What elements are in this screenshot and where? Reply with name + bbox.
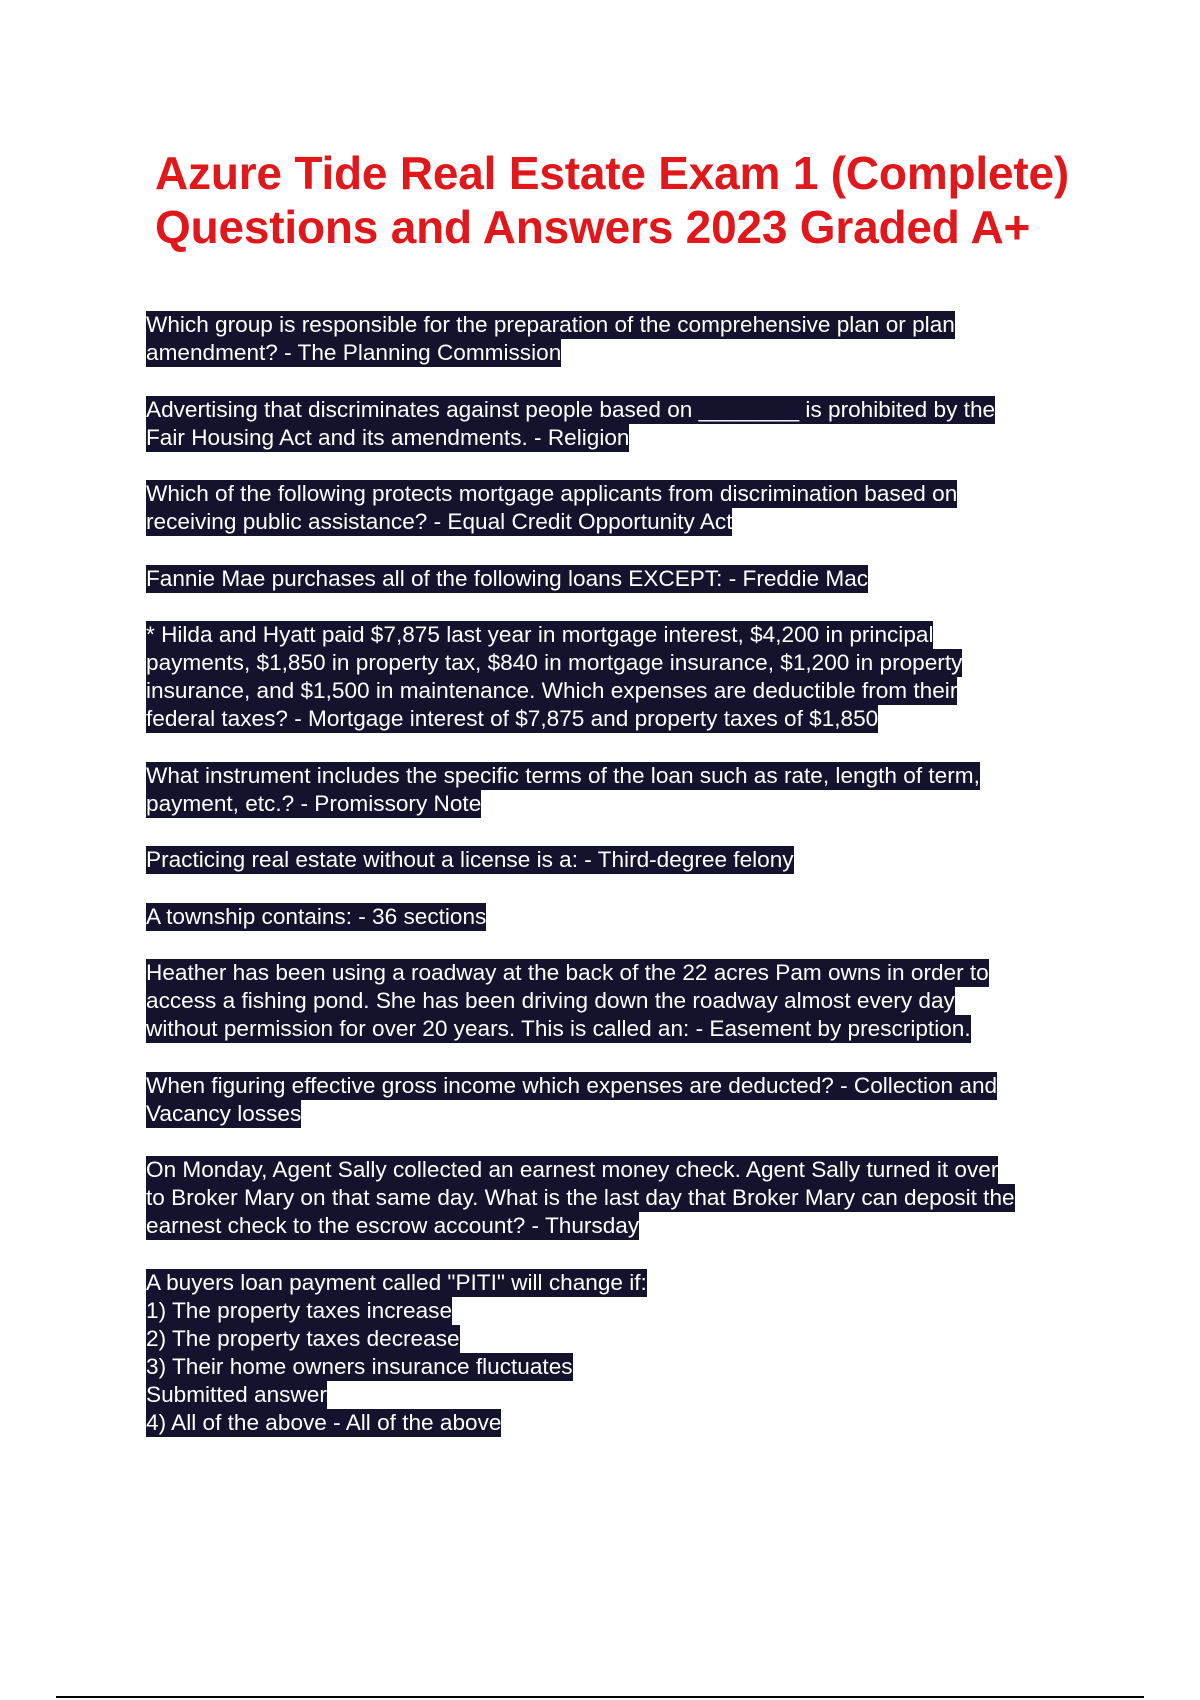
- qa-item: [146, 762, 1086, 818]
- qa-line: 1) The property taxes increase: [146, 1297, 453, 1323]
- qa-line: * Hilda and Hyatt paid $7,875 last year in mortgage interest, $4,200 in principal: [146, 622, 934, 647]
- qa-line: A buyers loan payment called "PITI" will change if:: [146, 1269, 647, 1295]
- qa-line: earnest check to the escrow account? - Thursday: [146, 1213, 640, 1238]
- qa-line: A township contains: - 36 sections: [146, 903, 487, 929]
- qa-item: [146, 903, 1086, 931]
- qa-item: [146, 1269, 1086, 1437]
- qa-line: amendment? - The Planning Commission: [146, 340, 562, 365]
- qa-line: When figuring effective gross income which expenses are deducted? - Collection and: [146, 1072, 998, 1098]
- qa-line: insurance, and $1,500 in maintenance. Which expenses are deductible from their: [146, 678, 958, 703]
- qa-line: payment, etc.? - Promissory Note: [146, 790, 482, 816]
- qa-line: 2) The property taxes decrease: [146, 1325, 460, 1351]
- qa-item: [146, 480, 1086, 536]
- qa-item: [146, 959, 1086, 1043]
- qa-line: to Broker Mary on that same day. What is the last day that Broker Mary can deposit the: [146, 1185, 1015, 1210]
- qa-item: [146, 1156, 1086, 1240]
- title-line: Questions and Answers 2023 Graded A+: [155, 201, 1031, 253]
- qa-line: Fair Housing Act and its amendments. - Religion: [146, 424, 630, 450]
- qa-item: [146, 311, 1086, 367]
- qa-item: [146, 1072, 1086, 1128]
- qa-line: Which group is responsible for the preparation of the comprehensive plan or plan: [146, 312, 955, 337]
- qa-item: [146, 621, 1086, 733]
- qa-line: Heather has been using a roadway at the back of the 22 acres Pam owns in order to: [146, 960, 989, 985]
- qa-line: Advertising that discriminates against people based on ________ is prohibited by the: [146, 396, 996, 422]
- title-line: Azure Tide Real Estate Exam 1 (Complete): [155, 147, 1069, 199]
- qa-item: [146, 846, 1086, 874]
- document-title: [155, 146, 1165, 254]
- qa-line: payments, $1,850 in property tax, $840 in mortgage insurance, $1,200 in property: [146, 650, 963, 675]
- footer-divider: [56, 1696, 1144, 1698]
- qa-line: 3) Their home owners insurance fluctuates: [146, 1353, 573, 1379]
- qa-line: without permission for over 20 years. This is called an: - Easement by prescription.: [146, 1016, 971, 1041]
- qa-item: [146, 396, 1086, 452]
- qa-line: Vacancy losses: [146, 1100, 302, 1126]
- qa-line: On Monday, Agent Sally collected an earnest money check. Agent Sally turned it over: [146, 1157, 999, 1182]
- qa-list: [146, 311, 1086, 1465]
- qa-line: 4) All of the above - All of the above: [146, 1409, 502, 1435]
- qa-line: What instrument includes the specific terms of the loan such as rate, length of term,: [146, 762, 980, 788]
- qa-line: Fannie Mae purchases all of the following loans EXCEPT: - Freddie Mac: [146, 565, 869, 591]
- qa-line: Which of the following protects mortgage applicants from discrimination based on: [146, 481, 958, 506]
- qa-line: receiving public assistance? - Equal Credit Opportunity Act: [146, 509, 733, 534]
- qa-line: access a fishing pond. She has been driving down the roadway almost every day: [146, 988, 955, 1013]
- qa-line: Practicing real estate without a license is a: - Third-degree felony: [146, 847, 794, 872]
- qa-line: federal taxes? - Mortgage interest of $7,875 and property taxes of $1,850: [146, 706, 879, 731]
- qa-item: [146, 565, 1086, 593]
- qa-line: Submitted answer: [146, 1381, 327, 1407]
